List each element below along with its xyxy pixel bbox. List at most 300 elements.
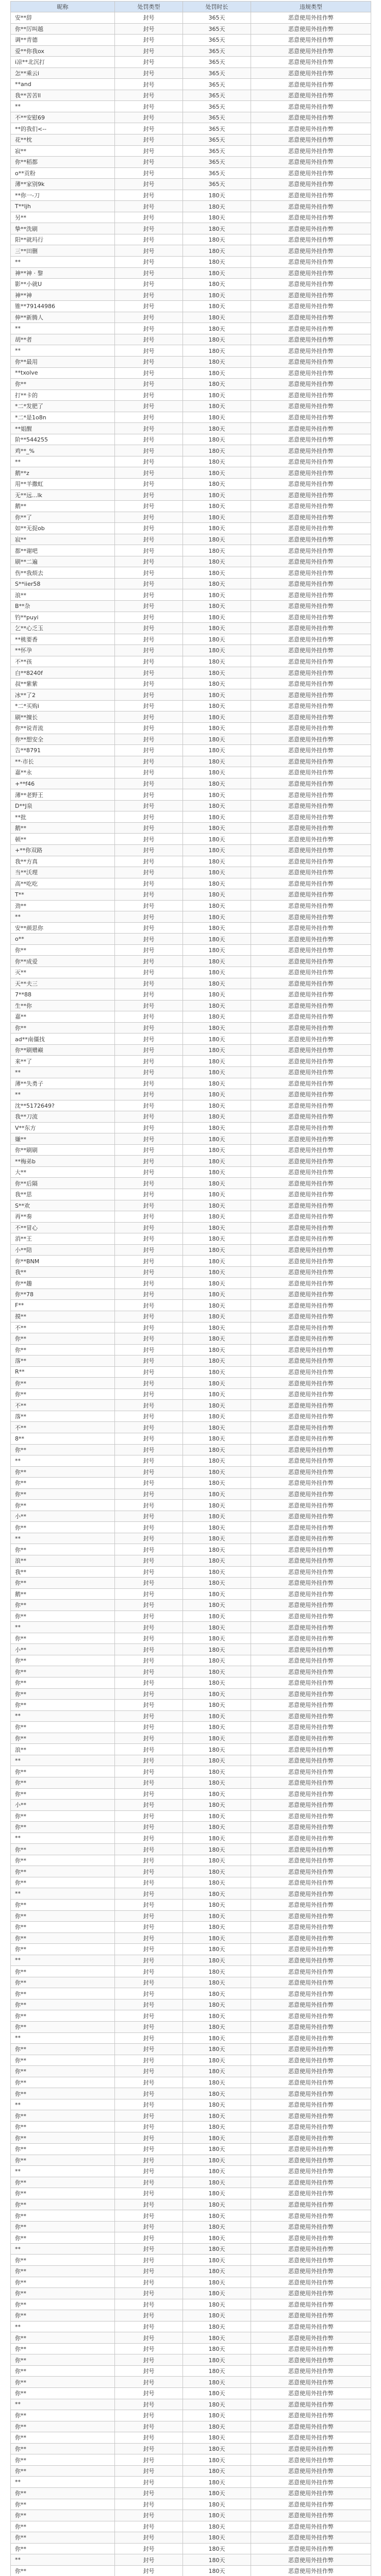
cell-penalty-type: 封号 [115,1933,183,1944]
cell-penalty-type: 封号 [115,889,183,901]
table-row [11,234,371,245]
cell-penalty-duration: 180天 [183,1066,251,1078]
cell-nickname: 你** [11,2499,115,2510]
cell-penalty-type: 封号 [115,1156,183,1167]
cell-violation-type: 恶意使用外挂作弊 [251,1955,371,1966]
cell-violation-type: 恶意使用外挂作弊 [251,2010,371,2022]
cell-penalty-duration: 365天 [183,23,251,35]
cell-violation-type: 恶意使用外挂作弊 [251,1011,371,1023]
cell-nickname: ** [11,2099,115,2110]
cell-penalty-duration: 180天 [183,2377,251,2388]
cell-nickname: 鸡**_% [11,445,115,456]
cell-penalty-duration: 180天 [183,2255,251,2266]
cell-violation-type: 恶意使用外挂作弊 [251,1100,371,1111]
cell-violation-type: 恶意使用外挂作弊 [251,501,371,512]
cell-violation-type: 恶意使用外挂作弊 [251,2232,371,2244]
cell-nickname: 三**田删 [11,245,115,257]
cell-penalty-duration: 180天 [183,1744,251,1755]
cell-violation-type: 恶意使用外挂作弊 [251,1144,371,1156]
cell-nickname: 我** [11,1266,115,1278]
cell-violation-type: 恶意使用外挂作弊 [251,2088,371,2099]
table-row [11,2443,371,2454]
cell-penalty-duration: 180天 [183,2299,251,2310]
table-row [11,90,371,101]
cell-penalty-duration: 180天 [183,212,251,223]
table-row [11,1933,371,1944]
table-row [11,1266,371,1278]
cell-violation-type: 恶意使用外挂作弊 [251,1800,371,1811]
cell-violation-type: 恶意使用外挂作弊 [251,2532,371,2544]
cell-penalty-duration: 180天 [183,578,251,589]
cell-violation-type: 恶意使用外挂作弊 [251,245,371,257]
table-row [11,1877,371,1888]
cell-nickname: 你** [11,1466,115,1478]
cell-nickname: ad**南僵找 [11,1033,115,1045]
cell-violation-type: 恶意使用外挂作弊 [251,123,371,134]
cell-violation-type: 恶意使用外挂作弊 [251,1855,371,1866]
cell-nickname: 你**了 [11,512,115,523]
cell-penalty-type: 封号 [115,1899,183,1910]
table-row [11,356,371,367]
cell-violation-type: 恶意使用外挂作弊 [251,1355,371,1367]
cell-nickname: 乞**心乏玉 [11,623,115,634]
cell-penalty-type: 封号 [115,822,183,834]
cell-penalty-type: 封号 [115,723,183,734]
cell-violation-type: 恶意使用外挂作弊 [251,1578,371,1589]
cell-violation-type: 恶意使用外挂作弊 [251,234,371,245]
cell-nickname: V**东方 [11,1122,115,1133]
table-row [11,1200,371,1211]
cell-penalty-type: 封号 [115,2088,183,2099]
cell-penalty-type: 封号 [115,79,183,90]
cell-penalty-duration: 180天 [183,267,251,279]
cell-nickname: 白**8240f [11,667,115,679]
cell-penalty-duration: 180天 [183,257,251,268]
cell-penalty-type: 封号 [115,478,183,489]
cell-nickname: ** [11,1755,115,1766]
cell-nickname: 寂** [11,145,115,157]
header-penalty-duration: 处罚时长 [183,2,251,12]
cell-nickname: 你**想安全 [11,734,115,745]
cell-nickname: F** [11,1300,115,1311]
cell-violation-type: 恶意使用外挂作弊 [251,1899,371,1910]
table-row [11,2099,371,2110]
cell-penalty-duration: 180天 [183,1755,251,1766]
cell-penalty-type: 封号 [115,267,183,279]
table-row [11,1966,371,1977]
cell-nickname: 你** [11,1388,115,1400]
cell-violation-type: 恶意使用外挂作弊 [251,889,371,901]
cell-penalty-duration: 180天 [183,889,251,901]
cell-penalty-duration: 180天 [183,312,251,323]
table-row [11,778,371,789]
cell-penalty-type: 封号 [115,1333,183,1345]
cell-penalty-type: 封号 [115,1600,183,1611]
cell-violation-type: 恶意使用外挂作弊 [251,134,371,146]
cell-nickname: 你** [11,1910,115,1922]
cell-violation-type: 恶意使用外挂作弊 [251,2044,371,2055]
cell-penalty-duration: 180天 [183,2510,251,2521]
cell-penalty-duration: 180天 [183,734,251,745]
cell-penalty-duration: 180天 [183,745,251,756]
cell-nickname: 另** [11,212,115,223]
table-row [11,889,371,901]
table-row [11,412,371,423]
cell-nickname: B**杂 [11,600,115,612]
table-row [11,1644,371,1655]
table-row [11,944,371,956]
cell-penalty-type: 封号 [115,2299,183,2310]
cell-violation-type: 恶意使用外挂作弊 [251,756,371,767]
table-row [11,1777,371,1788]
table-row [11,1433,371,1445]
cell-violation-type: 恶意使用外挂作弊 [251,2144,371,2155]
table-row [11,711,371,723]
cell-penalty-type: 封号 [115,1977,183,1988]
cell-penalty-duration: 180天 [183,1500,251,1511]
cell-violation-type: 恶意使用外挂作弊 [251,1666,371,1677]
table-row [11,1578,371,1589]
cell-penalty-duration: 180天 [183,534,251,545]
table-row [11,1844,371,1855]
cell-violation-type: 恶意使用外挂作弊 [251,911,371,923]
cell-nickname: 你** [11,2465,115,2477]
cell-violation-type: 恶意使用外挂作弊 [251,834,371,845]
cell-nickname: 你** [11,1633,115,1644]
cell-violation-type: 恶意使用外挂作弊 [251,1710,371,1722]
cell-nickname: **桃要香 [11,634,115,645]
table-row [11,1744,371,1755]
header-violation-type: 违规类型 [251,2,371,12]
cell-nickname: ** [11,1833,115,1844]
cell-violation-type: 恶意使用外挂作弊 [251,2243,371,2255]
cell-penalty-type: 封号 [115,800,183,811]
cell-violation-type: 恶意使用外挂作弊 [251,2310,371,2321]
cell-violation-type: 恶意使用外挂作弊 [251,745,371,756]
cell-penalty-type: 封号 [115,756,183,767]
cell-penalty-type: 封号 [115,2144,183,2155]
cell-violation-type: 恶意使用外挂作弊 [251,2521,371,2532]
cell-penalty-duration: 180天 [183,2132,251,2144]
cell-penalty-type: 封号 [115,1189,183,1200]
cell-nickname: 都**谢吧 [11,545,115,556]
cell-penalty-type: 封号 [115,145,183,157]
table-row [11,845,371,856]
cell-penalty-type: 封号 [115,2454,183,2466]
table-row [11,589,371,601]
table-row [11,1722,371,1733]
cell-penalty-duration: 180天 [183,600,251,612]
cell-violation-type: 恶意使用外挂作弊 [251,412,371,423]
cell-penalty-type: 封号 [115,257,183,268]
cell-penalty-type: 封号 [115,2021,183,2032]
table-row [11,2155,371,2166]
table-row [11,1000,371,1011]
cell-nickname: 浪** [11,589,115,601]
cell-violation-type: 恶意使用外挂作弊 [251,1944,371,1955]
cell-penalty-type: 封号 [115,834,183,845]
table-row [11,2477,371,2488]
table-row [11,67,371,79]
cell-penalty-type: 封号 [115,1089,183,1100]
cell-nickname: 你** [11,1866,115,1877]
table-row [11,2299,371,2310]
cell-nickname: 嫌** [11,1133,115,1145]
cell-nickname: ** [11,1710,115,1722]
cell-penalty-duration: 180天 [183,1156,251,1167]
cell-violation-type: 恶意使用外挂作弊 [251,12,371,24]
cell-violation-type: 恶意使用外挂作弊 [251,379,371,390]
cell-violation-type: 恶意使用外挂作弊 [251,867,371,878]
cell-penalty-type: 封号 [115,1733,183,1744]
cell-nickname: 天**夫三 [11,978,115,989]
cell-penalty-duration: 180天 [183,645,251,656]
table-row [11,1355,371,1367]
cell-penalty-duration: 180天 [183,1844,251,1855]
cell-violation-type: 恶意使用外挂作弊 [251,1400,371,1411]
cell-nickname: 你** [11,1544,115,1555]
cell-penalty-type: 封号 [115,656,183,667]
cell-violation-type: 恶意使用外挂作弊 [251,2077,371,2088]
cell-violation-type: 恶意使用外挂作弊 [251,2132,371,2144]
cell-nickname: 你** [11,1488,115,1500]
cell-violation-type: 恶意使用外挂作弊 [251,434,371,445]
cell-violation-type: 恶意使用外挂作弊 [251,2166,371,2177]
cell-penalty-type: 封号 [115,157,183,168]
cell-penalty-type: 封号 [115,1200,183,1211]
cell-nickname: 你** [11,1611,115,1622]
cell-penalty-duration: 180天 [183,1800,251,1811]
cell-penalty-duration: 180天 [183,1256,251,1267]
table-row [11,2255,371,2266]
cell-violation-type: 恶意使用外挂作弊 [251,678,371,689]
cell-violation-type: 恶意使用外挂作弊 [251,389,371,401]
table-body [11,12,371,2576]
cell-nickname: **怀孕 [11,645,115,656]
cell-penalty-duration: 180天 [183,389,251,401]
cell-nickname: **and [11,79,115,90]
cell-nickname: 打**卡的 [11,389,115,401]
table-row [11,1122,371,1133]
cell-penalty-type: 封号 [115,2443,183,2454]
table-row [11,423,371,434]
cell-violation-type: 恶意使用外挂作弊 [251,1744,371,1755]
cell-penalty-type: 封号 [115,1800,183,1811]
cell-nickname: 你** [11,1788,115,1800]
cell-violation-type: 恶意使用外挂作弊 [251,1344,371,1355]
table-row [11,323,371,334]
cell-penalty-type: 封号 [115,23,183,35]
cell-penalty-type: 封号 [115,1244,183,1256]
cell-penalty-type: 封号 [115,1278,183,1289]
cell-penalty-duration: 180天 [183,1710,251,1722]
cell-violation-type: 恶意使用外挂作弊 [251,1433,371,1445]
cell-penalty-type: 封号 [115,1455,183,1467]
cell-violation-type: 恶意使用外挂作弊 [251,1999,371,2010]
cell-penalty-duration: 180天 [183,2221,251,2232]
cell-violation-type: 恶意使用外挂作弊 [251,667,371,679]
table-row [11,1500,371,1511]
cell-nickname: 你** [11,1500,115,1511]
cell-penalty-duration: 180天 [183,667,251,679]
cell-penalty-type: 封号 [115,689,183,701]
cell-nickname: 浪** [11,1744,115,1755]
cell-penalty-duration: 180天 [183,922,251,934]
table-row [11,79,371,90]
cell-penalty-type: 封号 [115,167,183,179]
cell-violation-type: 恶意使用外挂作弊 [251,578,371,589]
table-row [11,1300,371,1311]
table-row [11,1733,371,1744]
table-row [11,145,371,157]
cell-penalty-type: 封号 [115,1366,183,1378]
cell-violation-type: 恶意使用外挂作弊 [251,1156,371,1167]
cell-violation-type: 恶意使用外挂作弊 [251,267,371,279]
cell-nickname: 如**无捉ob [11,523,115,534]
cell-penalty-type: 封号 [115,1511,183,1522]
cell-penalty-duration: 180天 [183,2266,251,2277]
cell-nickname: **梅弟b [11,1156,115,1167]
cell-violation-type: 恶意使用外挂作弊 [251,1444,371,1455]
cell-nickname: 你** [11,944,115,956]
cell-violation-type: 恶意使用外挂作弊 [251,2477,371,2488]
cell-penalty-type: 封号 [115,356,183,367]
cell-penalty-duration: 365天 [183,179,251,190]
cell-penalty-type: 封号 [115,2277,183,2288]
cell-violation-type: 恶意使用外挂作弊 [251,1300,371,1311]
cell-penalty-duration: 180天 [183,2554,251,2566]
cell-violation-type: 恶意使用外挂作弊 [251,101,371,112]
cell-penalty-duration: 180天 [183,1644,251,1655]
table-row [11,2088,371,2099]
table-row [11,45,371,57]
table-row [11,2055,371,2066]
cell-violation-type: 恶意使用外挂作弊 [251,423,371,434]
cell-penalty-type: 封号 [115,2121,183,2132]
cell-penalty-type: 封号 [115,2421,183,2432]
cell-violation-type: 恶意使用外挂作弊 [251,789,371,801]
cell-penalty-duration: 180天 [183,1289,251,1300]
cell-nickname: 你**最用 [11,356,115,367]
cell-violation-type: 恶意使用外挂作弊 [251,223,371,234]
cell-violation-type: 恶意使用外挂作弊 [251,822,371,834]
cell-penalty-type: 封号 [115,345,183,357]
cell-penalty-duration: 180天 [183,2077,251,2088]
cell-penalty-duration: 180天 [183,1366,251,1378]
cell-nickname: 用**羊撒虹 [11,478,115,489]
cell-nickname: 嘉**永 [11,767,115,778]
cell-penalty-type: 封号 [115,1388,183,1400]
table-row [11,1478,371,1489]
cell-penalty-type: 封号 [115,1988,183,1999]
cell-penalty-type: 封号 [115,90,183,101]
cell-nickname: 你** [11,1966,115,1977]
cell-penalty-duration: 180天 [183,245,251,257]
cell-violation-type: 恶意使用外挂作弊 [251,2421,371,2432]
cell-violation-type: 恶意使用外挂作弊 [251,2388,371,2399]
cell-penalty-type: 封号 [115,12,183,24]
cell-violation-type: 恶意使用外挂作弊 [251,978,371,989]
cell-violation-type: 恶意使用外挂作弊 [251,1278,371,1289]
cell-violation-type: 恶意使用外挂作弊 [251,1677,371,1689]
table-row [11,800,371,811]
cell-penalty-duration: 180天 [183,512,251,523]
cell-violation-type: 恶意使用外挂作弊 [251,689,371,701]
cell-penalty-type: 封号 [115,612,183,623]
cell-penalty-duration: 365天 [183,167,251,179]
table-row [11,545,371,556]
cell-nickname: T**ljh [11,201,115,212]
table-row [11,23,371,35]
cell-penalty-duration: 180天 [183,900,251,911]
table-row [11,723,371,734]
cell-penalty-duration: 180天 [183,967,251,978]
cell-penalty-duration: 180天 [183,2066,251,2077]
cell-penalty-type: 封号 [115,1344,183,1355]
cell-penalty-duration: 180天 [183,2477,251,2488]
cell-nickname: 你** [11,2144,115,2155]
cell-nickname: 你** [11,1777,115,1788]
cell-penalty-type: 封号 [115,578,183,589]
cell-penalty-type: 封号 [115,878,183,889]
cell-penalty-type: 封号 [115,922,183,934]
cell-violation-type: 恶意使用外挂作弊 [251,1022,371,1033]
cell-violation-type: 恶意使用外挂作弊 [251,67,371,79]
table-row [11,2321,371,2332]
cell-penalty-duration: 180天 [183,523,251,534]
cell-nickname: 你** [11,1478,115,1489]
cell-penalty-duration: 180天 [183,1111,251,1123]
table-row [11,179,371,190]
cell-violation-type: 恶意使用外挂作弊 [251,512,371,523]
cell-penalty-duration: 180天 [183,301,251,312]
cell-penalty-duration: 180天 [183,2354,251,2366]
cell-penalty-duration: 180天 [183,1544,251,1555]
cell-violation-type: 恶意使用外挂作弊 [251,2199,371,2210]
cell-penalty-duration: 180天 [183,1444,251,1455]
table-row [11,667,371,679]
table-row [11,101,371,112]
table-row [11,245,371,257]
cell-penalty-type: 封号 [115,1966,183,1977]
table-row [11,467,371,479]
cell-penalty-duration: 180天 [183,1266,251,1278]
table-row [11,1944,371,1955]
cell-nickname: 你** [11,1977,115,1988]
table-row [11,556,371,567]
cell-violation-type: 恶意使用外挂作弊 [251,1122,371,1133]
cell-violation-type: 恶意使用外挂作弊 [251,1522,371,1533]
cell-penalty-type: 封号 [115,2166,183,2177]
cell-violation-type: 恶意使用外挂作弊 [251,23,371,35]
cell-penalty-type: 封号 [115,1866,183,1877]
table-row [11,1344,371,1355]
cell-violation-type: 恶意使用外挂作弊 [251,2021,371,2032]
cell-violation-type: 恶意使用外挂作弊 [251,1910,371,1922]
cell-penalty-duration: 180天 [183,1233,251,1245]
cell-penalty-type: 封号 [115,2532,183,2544]
cell-penalty-duration: 180天 [183,2288,251,2299]
table-row [11,1455,371,1467]
cell-penalty-duration: 180天 [183,1355,251,1367]
cell-penalty-type: 封号 [115,1478,183,1489]
cell-penalty-duration: 365天 [183,79,251,90]
cell-nickname: ** [11,456,115,467]
cell-penalty-duration: 180天 [183,1877,251,1888]
cell-violation-type: 恶意使用外挂作弊 [251,1388,371,1400]
cell-nickname: 你** [11,2199,115,2210]
cell-penalty-duration: 180天 [183,489,251,501]
